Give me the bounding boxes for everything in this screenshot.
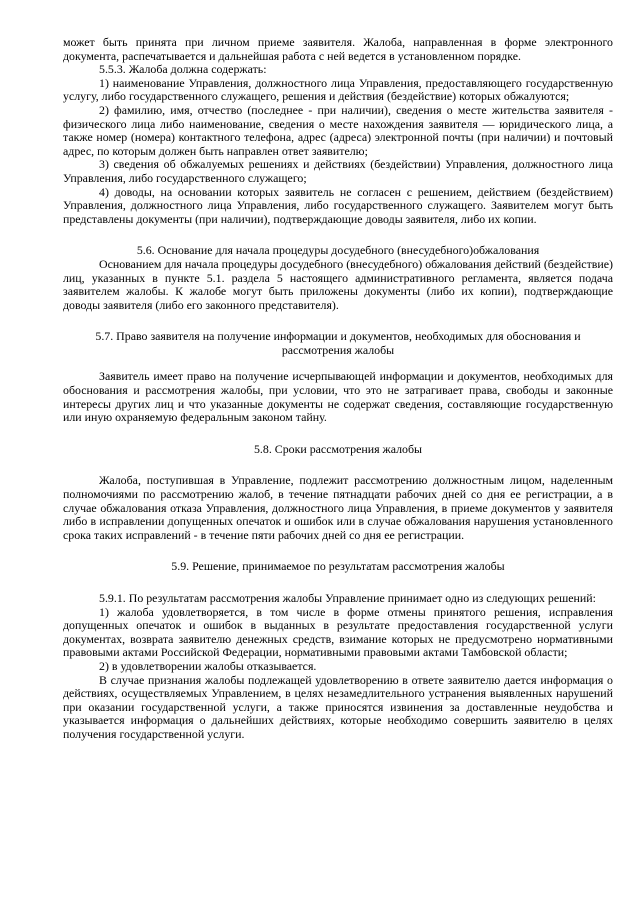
clause-item-4: 4) доводы, на основании которых заявитель не согласен с решением, действием (бездействием) Управления, должностного лица Управления, либо государственного служащего. Заявителем могут быть представлены документы (при наличии), подтверждающие доводы заявителя, либо их копии. (63, 184, 613, 226)
clause-5-5-3: 5.5.3. Жалоба должна содержать: (99, 62, 267, 77)
paragraph-intro: может быть принята при личном приеме заявителя. Жалоба, направленная в форме электронного документа, распечатывается и дальнейшая работа с ней ведется в установленном порядке. (63, 35, 613, 63)
clause-5-9-1: 5.9.1. По результатам рассмотрения жалобы Управление принимает одно из следующих решений: (99, 591, 596, 605)
decision-item-2: 2) в удовлетворении жалобы отказывается. (99, 658, 317, 673)
decision-item-1: 1) жалоба удовлетворяется, в том числе в форме отмены принятого решения, исправления допущенных опечаток и ошибок в выданных в результате предоставления государственной услуги документах, возврата заявителю денежных средств, взимание которых не предусмотрено нормативными правовыми актами Российской Федерации, нормативными правовыми актами Тамбовской области; (63, 604, 613, 660)
section-5-9-final: В случае признания жалобы подлежащей удовлетворению в ответе заявителю дается информация о действиях, осуществляемых Управлением, в целях незамедлительного устранения выявленных нарушений при оказании государственной услуги, а также приносятся извинения за доставленные неудобства и указывается информация о дальнейших действиях, которые необходимо совершить заявителю в целях получения государственной услуги. (63, 672, 613, 741)
clause-item-3: 3) сведения об обжалуемых решениях и действиях (бездействии) Управления, должностного лица Управления, либо государственного служащего; (63, 157, 613, 185)
section-heading-5-6: 5.6. Основание для начала процедуры досудебного (внесудебного)обжалования (136, 243, 540, 258)
section-5-7-text: Заявитель имеет право на получение исчерпывающей информации и документов, необходимых для обоснования и рассмотрения жалобы, при условии, что это не затрагивает права, свободы и законные интересы других лиц и что указанные документы не содержат сведения, составляющие государственную или иную охраняемую федеральным законом тайну. (63, 369, 613, 425)
section-heading-5-8: 5.8. Сроки рассмотрения жалобы (253, 441, 423, 456)
section-5-6-text: Основанием для начала процедуры досудебного (внесудебного) обжалования действий (бездействие) лиц, указанных в пункте 5.1. раздела 5 настоящего административного регламента, является подача заявителем жалобы. К жалобе могут быть приложены документы (либо их копии), подтверждающие доводы заявителя (либо его законного представителя). (63, 256, 613, 312)
section-heading-5-9: 5.9. Решение, принимаемое по результатам рассмотрения жалобы (171, 559, 505, 574)
section-heading-5-7: 5.7. Право заявителя на получение информации и документов, необходимых для обоснования и рассмотрения жалобы (95, 329, 581, 357)
clause-item-1: 1) наименование Управления, должностного лица Управления, предоставляющего государственную услугу, либо государственного служащего, решения и действия (бездействие) которых обжалуются; (63, 75, 613, 104)
clause-item-2: 2) фамилию, имя, отчество (последнее - при наличии), сведения о месте жительства заявителя - физического лица либо наименование, сведения о месте нахождения заявителя — юридического лица, а также номер (номера) контактного телефона, адрес (адреса) электронной почты (при наличии) и почтовый адрес, по которым должен быть направлен ответ заявителю; (63, 102, 613, 158)
section-5-8-text: Жалоба, поступившая в Управление, подлежит рассмотрению должностным лицом, наделенным полномочиями по рассмотрению жалоб, в течение пятнадцати рабочих дней со дня ее регистрации, а в случае обжалования отказа Управления, должностного лица Управления, в приеме документов у заявителя либо в исправлении допущенных опечаток и ошибок или в случае обжалования нарушения установленного срока таких исправлений - в течение пяти рабочих дней со дня ее регистрации. (63, 473, 613, 542)
